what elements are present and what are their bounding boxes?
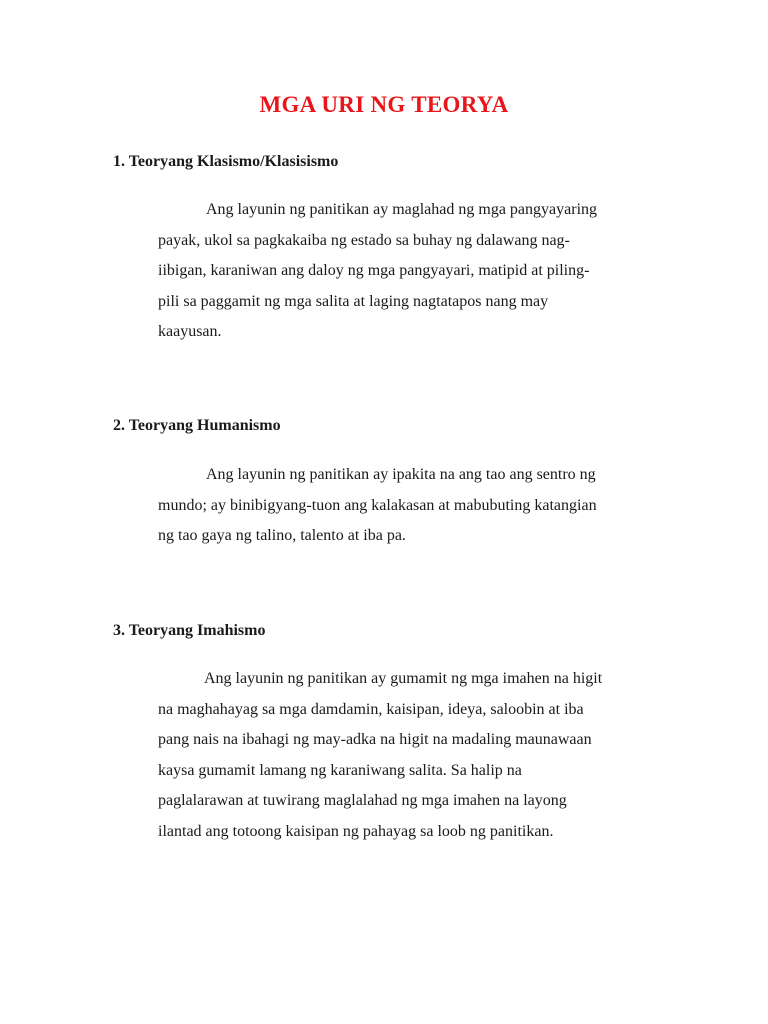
section-heading-humanismo: 2. Teoryang Humanismo bbox=[113, 417, 281, 434]
paragraph-line: ng tao gaya ng talino, talento at iba pa. bbox=[158, 527, 406, 544]
paragraph-line: Ang layunin ng panitikan ay gumamit ng mga imahen na higit bbox=[204, 670, 603, 687]
paragraph-line: kaysa gumamit lamang ng karaniwang salita. Sa halip na bbox=[158, 761, 522, 779]
section-heading-klasismo: 1. Teoryang Klasismo/Klasisismo bbox=[113, 153, 339, 170]
section-heading-imahismo: 3. Teoryang Imahismo bbox=[113, 622, 266, 639]
section-paragraph-imahismo bbox=[158, 664, 658, 847]
paragraph-line: na maghahayag sa mga damdamin, kaisipan, ideya, saloobin at iba bbox=[158, 700, 584, 718]
section-paragraph-humanismo bbox=[158, 460, 658, 552]
paragraph-line: pili sa paggamit ng mga salita at laging nagtatapos nang may bbox=[158, 292, 549, 310]
paragraph-line: Ang layunin ng panitikan ay ipakita na ang tao ang sentro ng bbox=[206, 466, 596, 483]
section-paragraph-klasismo bbox=[158, 195, 658, 348]
paragraph-line: payak, ukol sa pagkakaiba ng estado sa buhay ng dalawang nag- bbox=[158, 231, 570, 249]
paragraph-line: pang nais na ibahagi ng may-adka na higit na madaling maunawaan bbox=[158, 731, 592, 748]
paragraph-line: kaayusan. bbox=[158, 323, 222, 340]
paragraph-line: ilantad ang totoong kaisipan ng pahayag sa loob ng panitikan. bbox=[158, 822, 554, 840]
paragraph-line: mundo; ay binibigyang-tuon ang kalakasan at mabubuting katangian bbox=[158, 496, 597, 514]
paragraph-line: paglalarawan at tuwirang maglalahad ng mga imahen na layong bbox=[158, 792, 567, 809]
document-title: MGA URI NG TEORYA bbox=[259, 92, 509, 117]
paragraph-line: iibigan, karaniwan ang daloy ng mga pangyayari, matipid at piling- bbox=[158, 262, 590, 279]
paragraph-line: Ang layunin ng panitikan ay maglahad ng mga pangyayaring bbox=[206, 201, 598, 218]
